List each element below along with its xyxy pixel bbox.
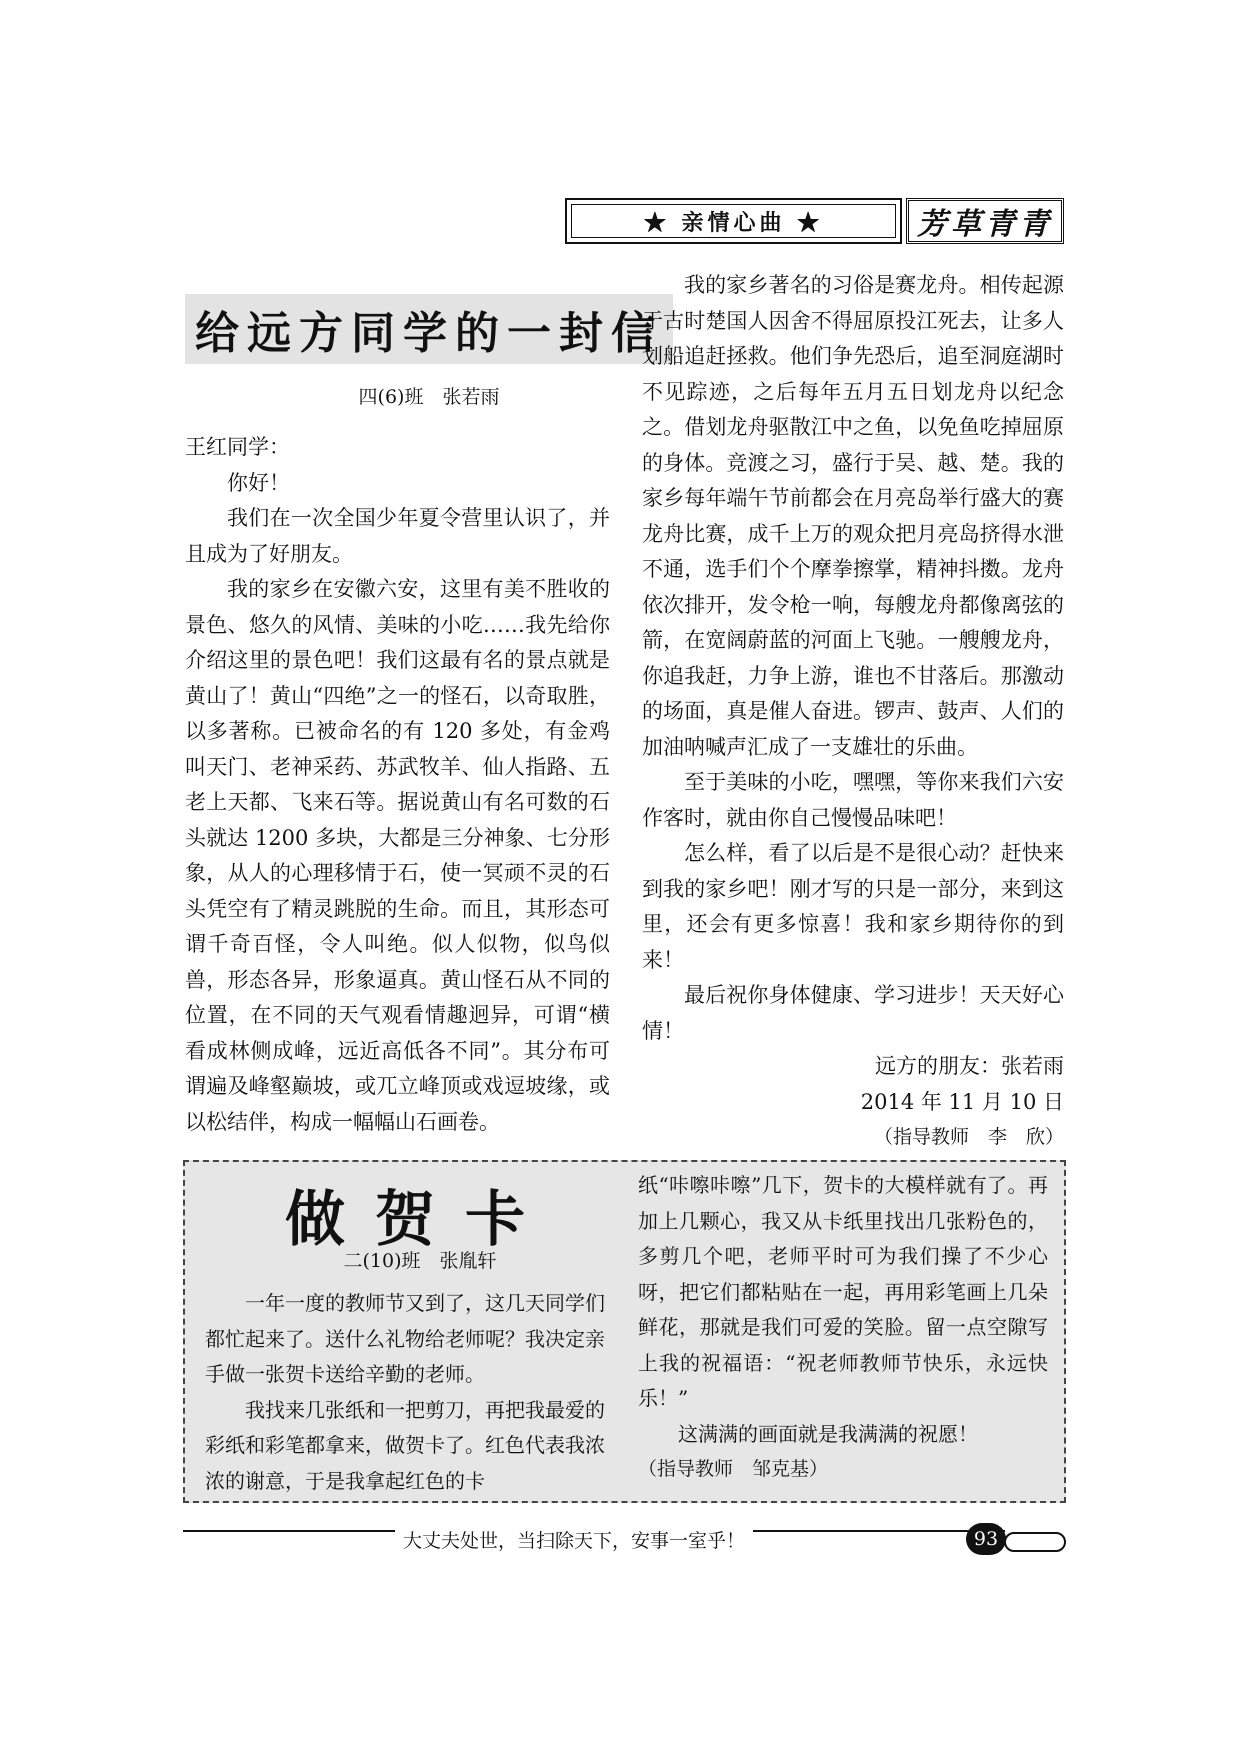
card-left-column xyxy=(205,1286,605,1499)
letter-title: 给远方同学的一封信 xyxy=(185,294,673,364)
card-paragraph: 一年一度的教师节又到了，这几天同学们都忙起来了。送什么礼物给老师呢？我决定亲手做一张贺卡送给辛勤的老师。 xyxy=(205,1291,605,1386)
letter-paragraph: 我的家乡著名的习俗是赛龙舟。相传起源于古时楚国人因舍不得屈原投江死去，让多人划船追赶拯救。他们争先恐后，追至洞庭湖时不见踪迹，之后每年五月五日划龙舟以纪念之。借划龙舟驱散江中之鱼，以免鱼吃掉屈原的身体。竞渡之习，盛行于吴、越、楚。我的家乡每年端午节前都会在月亮岛举行盛大的赛龙舟比赛，成千上万的观众把月亮岛挤得水泄不通，选手们个个摩拳擦掌，精神抖擞。龙舟依次排开，发令枪一响，每艘龙舟都像离弦的箭，在宽阔蔚蓝的河面上飞驰。一艘艘龙舟，你追我赶，力争上游，谁也不甘落后。那激动的场面，真是催人奋进。锣声、鼓声、人们的加油呐喊声汇成了一支雄壮的乐曲。 xyxy=(642,273,1064,759)
card-teacher: （指导教师 邹克基） xyxy=(638,1458,829,1480)
letter-paragraph: 怎么样，看了以后是不是很心动？赶快来到我的家乡吧！刚才写的只是一部分，来到这里，还会有更多惊喜！我和家乡期待你的到来！ xyxy=(642,841,1064,972)
section-label: ★ 亲情心曲 ★ xyxy=(571,204,896,238)
card-title: 做贺卡 xyxy=(285,1185,555,1255)
letter-teacher: （指导教师 李 欣） xyxy=(873,1126,1064,1148)
letter-greeting: 你好！ xyxy=(227,470,290,495)
page-number-pill xyxy=(1004,1532,1066,1552)
footer-motto: 大丈夫处世，当扫除天下，安事一室乎！ xyxy=(395,1526,753,1553)
card-paragraph: 纸“咔嚓咔嚓”几下，贺卡的大模样就有了。再加上几颗心，我又从卡纸里找出几张粉色的，多剪几个吧，老师平时可为我们操了不少心呀，把它们都粘贴在一起，再用彩笔画上几朵鲜花，那就是我们可爱的笑脸。留一点空隙写上我的祝福语：“祝老师教师节快乐，永远快乐！” xyxy=(638,1173,1048,1410)
letter-byline: 四(6)班 张若雨 xyxy=(358,386,500,408)
card-byline: 二(10)班 张胤轩 xyxy=(343,1250,497,1272)
page-number: 93 xyxy=(966,1523,1006,1555)
column-brand: 芳草青青 xyxy=(906,198,1064,244)
letter-paragraph: 至于美味的小吃，嘿嘿，等你来我们六安作客时，就由你自己慢慢品味吧！ xyxy=(642,770,1064,830)
letter-paragraph: 最后祝你身体健康、学习进步！天天好心情！ xyxy=(642,983,1064,1043)
letter-left-column xyxy=(185,430,610,1140)
card-right-column xyxy=(638,1168,1048,1488)
section-header xyxy=(565,198,902,244)
card-paragraph: 我找来几张纸和一把剪刀，再把我最爱的彩纸和彩笔都拿来，做贺卡了。红色代表我浓浓的谢意，于是我拿起红色的卡 xyxy=(205,1397,605,1493)
letter-paragraph: 我们在一次全国少年夏令营里认识了，并且成为了好朋友。 xyxy=(185,506,610,566)
letter-date: 2014 年 11 月 10 日 xyxy=(860,1089,1064,1114)
letter-signature: 远方的朋友：张若雨 xyxy=(875,1054,1064,1078)
letter-salutation: 王红同学： xyxy=(185,435,290,459)
letter-right-column xyxy=(642,268,1064,1156)
letter-paragraph: 我的家乡在安徽六安，这里有美不胜收的景色、悠久的风情、美味的小吃……我先给你介绍这里的景色吧！我们这最有名的景点就是黄山了！黄山“四绝”之一的怪石，以奇取胜，以多著称。已被命名的有 120 多处，有金鸡叫天门、老神采药、苏武牧羊、仙人指路、五老上天都、飞来石等。据说黄山有名可数的石头就达 1200 多块，大都是三分神象、七分形象，从人的心理移情于石，使一冥顽不灵的石头凭空有了精灵跳脱的生命。而且，其形态可谓千奇百怪，令人叫绝。似人似物，似鸟似兽，形态各异，形象逼真。黄山怪石从不同的位置，在不同的天气观看情趣迥异，可谓“横看成林侧成峰，远近高低各不同”。其分布可谓遍及峰壑巅坡，或兀立峰顶或戏逗坡缘，或以松结伴，构成一幅幅山石画卷。 xyxy=(185,577,610,1134)
card-paragraph: 这满满的画面就是我满满的祝愿！ xyxy=(678,1421,978,1446)
